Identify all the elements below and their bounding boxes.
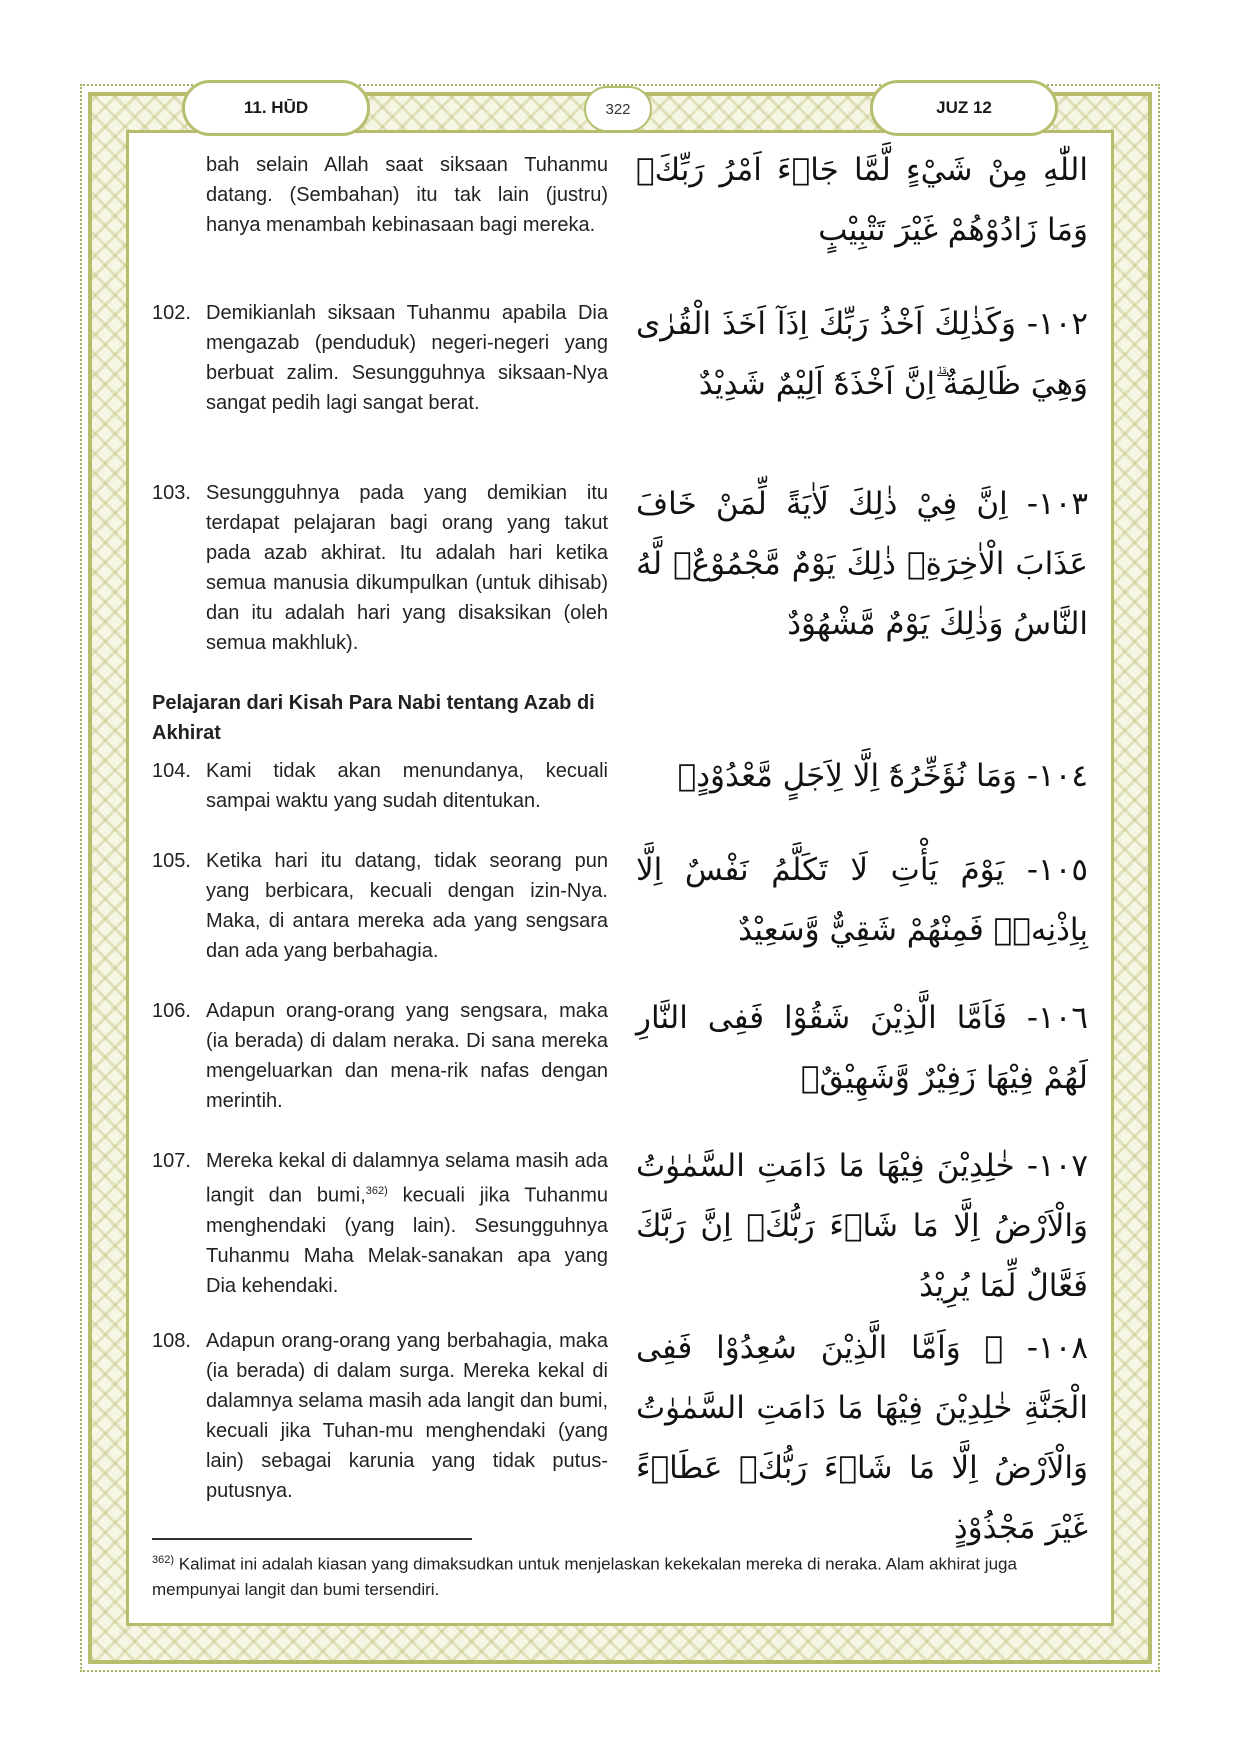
arabic-text: ١٠٧- خٰلِدِيْنَ فِيْهَا مَا دَامَتِ السَّمٰوٰتُ وَالْاَرْضُ اِلَّا مَا شَاۤءَ رَبُّكَۗ اِنَّ رَبَّكَ فَعَّالٌ لِّمَا يُرِيْدُ — [636, 1148, 1088, 1304]
footnote — [152, 1548, 1088, 1602]
footnote-text: Kalimat ini adalah kiasan yang dimaksudkan untuk menjelaskan kekekalan mereka di neraka. Alam akhirat juga mempunyai langit dan bumi tersendiri. — [152, 1554, 1017, 1599]
translation-text: Adapun orang-orang yang sengsara, maka (ia berada) di dalam neraka. Di sana mereka mengeluarkan dan mena-rik nafas dengan merintih. — [206, 1000, 608, 1112]
translation-part: Mereka kekal di dalamnya selama masih ada langit dan bumi, — [206, 1150, 608, 1207]
translation-text: Ketika hari itu datang, tidak seorang pun yang berbicara, kecuali dengan izin-Nya. Maka, di antara mereka ada yang sengsara dan ada yang berbahagia. — [206, 850, 608, 962]
verse-number: 104. — [152, 760, 191, 782]
verse-translation — [152, 756, 608, 816]
translation-text: Sesungguhnya pada yang demikian itu terdapat pelajaran bagi orang yang takut pada azab akhirat. Itu adalah hari ketika semua manusia dikumpulkan (untuk dihisab) dan itu adalah hari yang disaksikan (oleh semua makhluk). — [206, 482, 608, 654]
juz-label: JUZ 12 — [870, 80, 1058, 136]
arabic-text: ١٠٢- وَكَذٰلِكَ اَخْذُ رَبِّكَ اِذَآ اَخَذَ الْقُرٰى وَهِيَ ظَالِمَةٌ ۗاِنَّ اَخْذَهٗٓ اَلِيْمٌ شَدِيْدٌ — [636, 306, 1088, 402]
verse-number: 108. — [152, 1330, 191, 1352]
arabic-text: ١٠٣- اِنَّ فِيْ ذٰلِكَ لَاٰيَةً لِّمَنْ خَافَ عَذَابَ الْاٰخِرَةِۗ ذٰلِكَ يَوْمٌ مَّجْمُوْعٌۙ لَّهُ النَّاسُ وَذٰلِكَ يَوْمٌ مَّشْهُوْدٌ — [636, 486, 1088, 642]
verse-translation — [152, 846, 608, 966]
verse-translation — [152, 1326, 608, 1506]
verse-number: 106. — [152, 1000, 191, 1022]
verse-number: 107. — [152, 1150, 191, 1172]
verse-translation — [152, 478, 608, 658]
verse-translation — [152, 150, 608, 240]
footnote-divider — [152, 1538, 472, 1540]
verse-number: 102. — [152, 302, 191, 324]
page-number: 322 — [584, 86, 652, 132]
arabic-text: اللّٰهِ مِنْ شَيْءٍ لَّمَّا جَاۤءَ اَمْرُ رَبِّكَۗ وَمَا زَادُوْهُمْ غَيْرَ تَتْبِيْبٍ — [636, 152, 1088, 248]
translation-text: bah selain Allah saat siksaan Tuhanmu datang. (Sembahan) itu tak lain (justru) hanya menambah kebinasaan bagi mereka. — [206, 154, 608, 236]
arabic-text: ١٠٥- يَوْمَ يَأْتِ لَا تَكَلَّمُ نَفْسٌ اِلَّا بِاِذْنِهٖۚ فَمِنْهُمْ شَقِيٌّ وَّسَعِيْدٌ — [636, 852, 1088, 948]
translation-text — [206, 1146, 608, 1301]
arabic-text: ١٠٨- ۞ وَاَمَّا الَّذِيْنَ سُعِدُوْا فَفِى الْجَنَّةِ خٰلِدِيْنَ فِيْهَا مَا دَامَتِ السَّمٰوٰتُ وَالْاَرْضُ اِلَّا مَا شَاۤءَ رَبُّكَۗ عَطَاۤءً غَيْرَ مَجْذُوْذٍ — [636, 1330, 1088, 1546]
verse-translation — [152, 1146, 608, 1301]
translation-part: kecuali jika Tuhanmu menghendaki (yang lain). Sesungguhnya Tuhanmu Maha Melak-sanakan apa yang Dia kehendaki. — [206, 1184, 608, 1297]
arabic-text: ١٠٤- وَمَا نُؤَخِّرُهٗٓ اِلَّا لِاَجَلٍ مَّعْدُوْدٍۗ — [677, 758, 1088, 794]
arabic-text: ١٠٦- فَاَمَّا الَّذِيْنَ شَقُوْا فَفِى النَّارِ لَهُمْ فِيْهَا زَفِيْرٌ وَّشَهِيْقٌۙ — [636, 1000, 1088, 1096]
verse-translation — [152, 298, 608, 418]
surah-title: 11. HŪD — [182, 80, 370, 136]
section-heading: Pelajaran dari Kisah Para Nabi tentang Azab di Akhirat — [152, 692, 595, 744]
verse-number: 105. — [152, 850, 191, 872]
translation-text: Adapun orang-orang yang berbahagia, maka (ia berada) di dalam surga. Mereka kekal di dalamnya selama masih ada langit dan bumi, kecuali jika Tuhan-mu menghendaki (yang lain) sebagai karunia yang tidak putus-putusnya. — [206, 1330, 608, 1502]
verse-translation — [152, 996, 608, 1116]
translation-text: Demikianlah siksaan Tuhanmu apabila Dia mengazab (penduduk) negeri-negeri yang berbuat zalim. Sesungguhnya siksaan-Nya sangat pedih lagi sangat berat. — [206, 302, 608, 414]
verse-number: 103. — [152, 482, 191, 504]
footnote-marker: 362) — [152, 1554, 175, 1566]
translation-text: Kami tidak akan menundanya, kecuali sampai waktu yang sudah ditentukan. — [206, 760, 608, 812]
footnote-ref[interactable]: 362) — [365, 1185, 388, 1197]
